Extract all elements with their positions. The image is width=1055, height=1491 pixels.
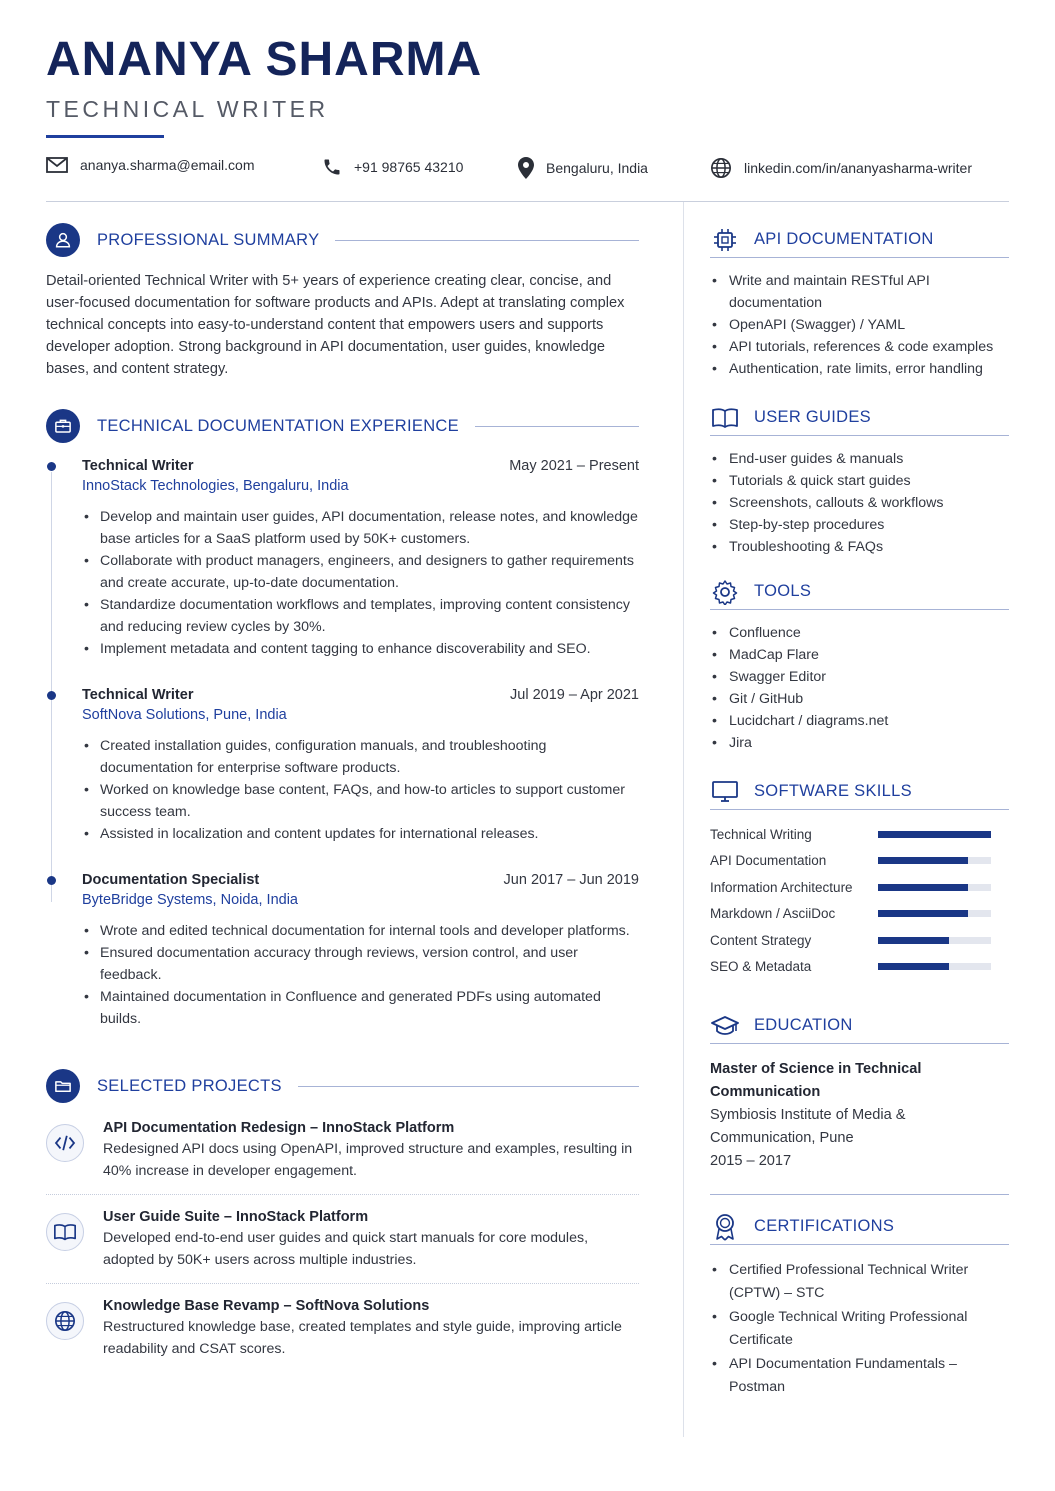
timeline-dot [47, 462, 56, 471]
resume-header [46, 34, 1009, 138]
skills-title: SOFTWARE SKILLS [754, 782, 912, 800]
location-pin-icon [518, 157, 534, 179]
right-column [710, 222, 1009, 1399]
edu-school: Symbiosis Institute of Media & Communication, Pune [710, 1107, 906, 1146]
book-icon [710, 407, 740, 429]
globe-icon [710, 157, 732, 179]
skill-bar [878, 884, 991, 891]
section-rule [298, 1086, 639, 1087]
job-role: Technical Writer [82, 458, 194, 474]
email-text: ananya.sharma@email.com [80, 157, 255, 173]
job-role: Documentation Specialist [82, 872, 260, 888]
list-item: • Authentication, rate limits, error handling [710, 358, 1009, 380]
phone-icon [322, 157, 342, 177]
list-item: • Git / GitHub [710, 688, 1009, 710]
skill-bar [878, 857, 991, 864]
user-guides-list [710, 448, 1009, 558]
candidate-name: ANANYA SHARMA [46, 33, 483, 86]
list-item: • API Documentation Fundamentals – Postman [710, 1353, 1009, 1399]
tools-heading [710, 574, 1009, 610]
experience-title: TECHNICAL DOCUMENTATION EXPERIENCE [97, 416, 459, 435]
skills-heading [710, 774, 1009, 810]
skill-name: Technical Writing [710, 826, 812, 842]
skill-fill [878, 963, 949, 970]
list-item: • Confluence [710, 622, 1009, 644]
linkedin-text: linkedin.com/in/ananyasharma-writer [744, 160, 972, 176]
certifications-list [710, 1259, 1009, 1399]
list-item: • Lucidchart / diagrams.net [710, 710, 1009, 732]
job-bullets [82, 920, 639, 1030]
certifications-heading [710, 1209, 1009, 1245]
job-date: Jul 2019 – Apr 2021 [510, 687, 639, 703]
job-bullet: • Standardize documentation workflows and templates, improving content consistency and reducing review cycles by 30%. [82, 594, 639, 638]
skill-row [710, 927, 1009, 954]
header-divider [46, 201, 1009, 202]
skill-bar [878, 831, 991, 838]
skill-row [710, 901, 1009, 928]
user-icon [46, 223, 80, 257]
job-bullets [82, 735, 639, 845]
job-company: SoftNova Solutions, Pune, India [82, 707, 287, 723]
job-entry [46, 458, 639, 660]
job-bullet: • Assisted in localization and content updates for international releases. [82, 823, 639, 845]
skill-fill [878, 937, 949, 944]
job-entry [46, 687, 639, 845]
skill-bar [878, 910, 991, 917]
contact-location [518, 157, 648, 179]
project-item [46, 1195, 639, 1284]
list-item: • Write and maintain RESTful API documentation [710, 270, 1009, 314]
chip-icon [710, 227, 740, 253]
left-column [46, 222, 639, 1372]
list-item: • Troubleshooting & FAQs [710, 536, 1009, 558]
contact-bar [46, 157, 1009, 183]
job-bullet: • Maintained documentation in Confluence and generated PDFs using automated builds. [82, 986, 639, 1030]
list-item: • Swagger Editor [710, 666, 1009, 688]
section-rule [475, 426, 639, 427]
phone-text: +91 98765 43210 [354, 159, 464, 175]
code-icon [46, 1124, 84, 1162]
project-item [46, 1284, 639, 1372]
api-docs-heading [710, 222, 1009, 258]
title-underline [46, 135, 164, 138]
skill-name: Markdown / AsciiDoc [710, 906, 836, 922]
list-item: • Google Technical Writing Professional Certificate [710, 1306, 1009, 1352]
list-item: • Tutorials & quick start guides [710, 470, 1009, 492]
summary-heading [46, 222, 639, 258]
tools-title: TOOLS [754, 582, 812, 600]
job-bullet: • Created installation guides, configuration manuals, and troubleshooting documentation for enterprise software products. [82, 735, 639, 779]
project-item [46, 1106, 639, 1195]
job-date: Jun 2017 – Jun 2019 [503, 872, 639, 888]
section-rule [335, 240, 639, 241]
projects-list [46, 1106, 639, 1372]
briefcase-icon [46, 409, 80, 443]
skill-row [710, 954, 1009, 981]
column-divider [683, 202, 684, 1437]
list-item: • MadCap Flare [710, 644, 1009, 666]
skill-fill [878, 884, 968, 891]
list-item: • Certified Professional Technical Writer (CPTW) – STC [710, 1259, 1009, 1305]
projects-heading [46, 1068, 639, 1104]
skill-fill [878, 857, 968, 864]
experience-heading [46, 408, 639, 444]
timeline-dot [47, 691, 56, 700]
list-item: • End-user guides & manuals [710, 448, 1009, 470]
job-bullet: • Develop and maintain user guides, API documentation, release notes, and knowledge base articles for a SaaS platform used by 50K+ customers. [82, 506, 639, 550]
project-title: Knowledge Base Revamp – SoftNova Solutions [103, 1298, 430, 1314]
skill-name: API Documentation [710, 853, 827, 869]
certifications-title: CERTIFICATIONS [754, 1217, 895, 1235]
education-heading [710, 1008, 1009, 1044]
education-title: EDUCATION [754, 1016, 853, 1034]
skill-name: Information Architecture [710, 879, 853, 895]
award-ribbon-icon [710, 1213, 740, 1241]
list-item: • API tutorials, references & code examples [710, 336, 1009, 358]
folder-icon [46, 1069, 80, 1103]
graduation-cap-icon [710, 1015, 740, 1037]
summary-text: Detail-oriented Technical Writer with 5+ years of experience creating clear, concise, and user-focused documentation for software products and APIs. Adept at translating complex technical concepts into easy-to-understand content that empowers users and supports developer adoption. Strong background in API documentation, user guides, knowledge bases, and content strategy. [46, 273, 625, 377]
job-role: Technical Writer [82, 687, 194, 703]
job-bullet: • Worked on knowledge base content, FAQs, and how-to articles to support customer success team. [82, 779, 639, 823]
skill-fill [878, 910, 968, 917]
project-title: API Documentation Redesign – InnoStack Platform [103, 1120, 455, 1136]
project-desc: Developed end-to-end user guides and quick start manuals for core modules, adopted by 50K+ users across multiple industries. [103, 1230, 589, 1268]
job-bullet: • Ensured documentation accuracy through reviews, version control, and user feedback. [82, 942, 639, 986]
project-title: User Guide Suite – InnoStack Platform [103, 1209, 369, 1225]
user-guides-title: USER GUIDES [754, 408, 871, 426]
job-date: May 2021 – Present [509, 458, 639, 474]
edu-degree: Master of Science in Technical Communication [710, 1061, 922, 1100]
skill-name: SEO & Metadata [710, 959, 812, 975]
candidate-title: TECHNICAL WRITER [46, 96, 329, 122]
skill-fill [878, 831, 991, 838]
tools-list [710, 622, 1009, 754]
skill-name: Content Strategy [710, 932, 812, 948]
list-item: • Step-by-step procedures [710, 514, 1009, 536]
project-desc: Redesigned API docs using OpenAPI, improved structure and examples, resulting in 40% increase in developer engagement. [103, 1141, 633, 1179]
job-bullet: • Implement metadata and content tagging to enhance discoverability and SEO. [82, 638, 639, 660]
edu-years: 2015 – 2017 [710, 1153, 792, 1169]
job-bullet: • Wrote and edited technical documentation for internal tools and developer platforms. [82, 920, 639, 942]
monitor-icon [710, 780, 740, 804]
contact-email[interactable] [46, 157, 255, 173]
contact-phone[interactable] [322, 157, 463, 177]
job-entry [46, 872, 639, 1030]
skill-row [710, 821, 1009, 848]
projects-title: SELECTED PROJECTS [97, 1076, 282, 1095]
skill-bar [878, 937, 991, 944]
skill-bar [878, 963, 991, 970]
list-item: • Jira [710, 732, 1009, 754]
envelope-icon [46, 157, 68, 173]
education-entry [710, 1058, 1009, 1195]
skills-list [710, 821, 1009, 980]
skill-row [710, 848, 1009, 875]
summary-title: PROFESSIONAL SUMMARY [97, 230, 320, 249]
list-item: • Screenshots, callouts & workflows [710, 492, 1009, 514]
user-guides-heading [710, 400, 1009, 436]
job-company: ByteBridge Systems, Noida, India [82, 892, 298, 908]
job-bullet: • Collaborate with product managers, engineers, and designers to gather requirements and create accurate, up-to-date documentation. [82, 550, 639, 594]
api-docs-list [710, 270, 1009, 380]
skill-row [710, 874, 1009, 901]
job-bullets [82, 506, 639, 660]
api-docs-title: API DOCUMENTATION [754, 230, 934, 248]
list-item: • OpenAPI (Swagger) / YAML [710, 314, 1009, 336]
globe-icon [46, 1302, 84, 1340]
project-desc: Restructured knowledge base, created templates and style guide, improving article readability and CSAT scores. [103, 1319, 622, 1357]
contact-linkedin[interactable] [710, 157, 972, 179]
book-icon [46, 1213, 84, 1251]
gear-icon [710, 579, 740, 605]
experience-timeline [46, 458, 639, 1030]
location-text: Bengaluru, India [546, 160, 648, 176]
job-company: InnoStack Technologies, Bengaluru, India [82, 478, 349, 494]
timeline-dot [47, 876, 56, 885]
